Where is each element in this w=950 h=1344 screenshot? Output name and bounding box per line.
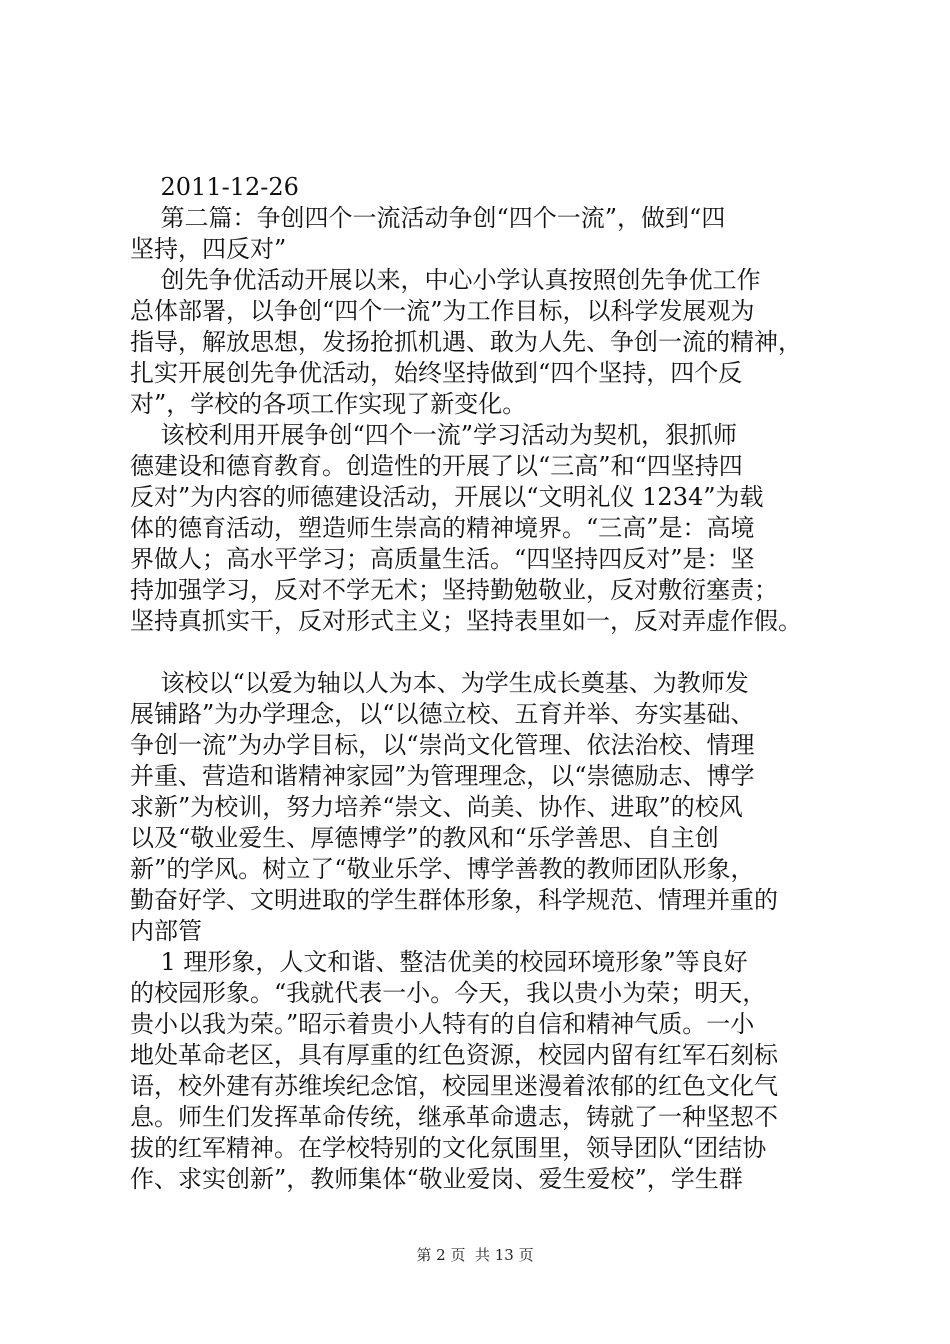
text-line: 新”的学风。树立了“敬业乐学、博学善教的教师团队形象， [130, 855, 755, 883]
text-line: 反对”为内容的师德建设活动，开展以“文明礼仪 1234”为载 [130, 483, 764, 511]
text-line: 界做人；高水平学习；高质量生活。“四坚持四反对”是：坚 [130, 545, 755, 573]
text-line: 坚持，四反对” [130, 235, 287, 263]
text-line: 展铺路”为办学理念，以“以德立校、五育并举、夯实基础、 [130, 700, 755, 728]
text-line: 创先争优活动开展以来，中心小学认真按照创先争优工作 [130, 266, 761, 294]
text-line: 语，校外建有苏维埃纪念馆，校园里迷漫着浓郁的红色文化气 [130, 1072, 778, 1100]
text-line: 以及“敬业爱生、厚德博学”的教风和“乐学善思、自主创 [130, 824, 719, 852]
text-line: 并重、营造和谐精神家园”为管理理念，以“崇德励志、博学 [130, 762, 755, 790]
text-line: 总体部署，以争创“四个一流”为工作目标，以科学发展观为 [130, 297, 755, 325]
text-line: 指导，解放思想，发扬抢抓机遇、敢为人先、争创一流的精神， [130, 328, 802, 356]
text-line: 第二篇：争创四个一流活动争创“四个一流”，做到“四 [130, 204, 726, 232]
document-body [130, 172, 850, 1195]
text-line: 求新”为校训，努力培养“崇文、尚美、协作、进取”的校风 [130, 793, 743, 821]
text-line: 拔的红军精神。在学校特别的文化氛围里，领导团队“团结协 [130, 1134, 767, 1162]
blank-line [130, 637, 850, 668]
text-line: 地处革命老区，具有厚重的红色资源，校园内留有红军石刻标 [130, 1041, 778, 1069]
text-line: 体的德育活动，塑造师生崇高的精神境界。“三高”是：高境 [130, 514, 755, 542]
text-line: 的校园形象。“我就代表一小。今天，我以贵小为荣；明天， [130, 979, 767, 1007]
text-line: 息。师生们发挥革命传统，继承革命遗志，铸就了一种坚恝不 [130, 1103, 778, 1131]
text-line: 该校利用开展争创“四个一流”学习活动为契机，狠抓师 [130, 421, 738, 449]
text-line: 内部管 [130, 917, 202, 945]
page-footer [0, 1244, 950, 1265]
text-line: 贵小以我为荣。”昭示着贵小人特有的自信和精神气质。一小 [130, 1010, 755, 1038]
text-line: 坚持真抓实干，反对形式主义；坚持表里如一，反对弄虚作假。 [130, 607, 802, 635]
text-line: 争创一流”为办学目标，以“崇尚文化管理、依法治校、情理 [130, 731, 755, 759]
page-number-label: 第 2 页 共 13 页 [416, 1246, 534, 1264]
text-line: 2011-12-26 [130, 173, 299, 201]
text-line: 持加强学习，反对不学无术；坚持勤勉敬业，反对敷衍塞责； [130, 576, 778, 604]
text-line: 德建设和德育教育。创造性的开展了以“三高”和“四坚持四 [130, 452, 743, 480]
text-line: 1 理形象，人文和谐、整洁优美的校园环境形象”等良好 [130, 948, 748, 976]
text-line: 勤奋好学、文明进取的学生群体形象，科学规范、情理并重的 [130, 886, 778, 914]
text-line: 扎实开展创先争优活动，始终坚持做到“四个坚持，四个反 [130, 359, 743, 387]
text-line: 作、求实创新”，教师集体“敬业爱岗、爱生爱校”，学生群 [130, 1165, 743, 1193]
text-line: 对”，学校的各项工作实现了新变化。 [130, 390, 527, 418]
text-line: 该校以“以爱为轴以人为本、为学生成长奠基、为教师发 [130, 669, 749, 697]
